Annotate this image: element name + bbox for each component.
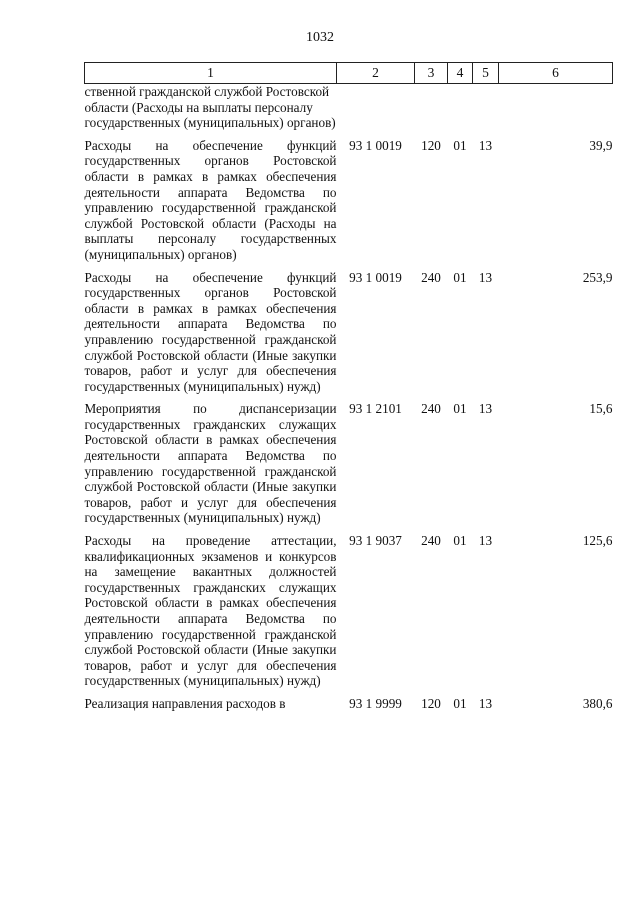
row-section: 01 [453, 533, 467, 549]
page-number: 1032 [306, 30, 334, 45]
row-expense-type: 240 [421, 401, 441, 417]
row-target-article: 93 1 0019 [349, 269, 402, 285]
row-expense-type: 120 [421, 137, 441, 153]
row-description: Расходы на проведение аттестации, квалификационных экзаменов и конкурсов на замещение вакантных должностей государственных гражданских служащих Ростовской области в рамках обеспечения деятельности аппарата Ведомства по управлению государственной гражданской службой Ростовской области (Иные закупки товаров, работ и услуг для обеспечения государственных (муниципальных) нужд) [84, 533, 337, 689]
row-expense-type: 240 [421, 533, 441, 549]
row-amount: 15,6 [589, 401, 613, 417]
row-expense-type: 120 [421, 695, 441, 711]
row-description: ственной гражданской службой Ростовской области (Расходы на выплаты персоналу государственных (муниципальных) органов) [84, 84, 336, 131]
row-amount: 380,6 [582, 695, 613, 711]
table-row [85, 266, 613, 398]
row-section: 01 [453, 137, 467, 153]
row-target-article: 93 1 9037 [349, 533, 402, 549]
row-target-article: 93 1 0019 [349, 137, 402, 153]
row-target-article: 93 1 9999 [349, 695, 402, 711]
row-expense-type: 240 [421, 269, 441, 285]
table-row [85, 692, 613, 715]
row-subsection: 13 [478, 533, 493, 549]
row-description: Реализация направления расходов в [84, 695, 286, 711]
column-header-5: 5 [473, 63, 499, 84]
column-header-4: 4 [448, 63, 473, 84]
table-row-continuation [85, 84, 613, 134]
row-amount: 125,6 [582, 533, 613, 549]
row-section: 01 [453, 269, 467, 285]
row-section: 01 [453, 695, 467, 711]
row-subsection: 13 [478, 137, 493, 153]
column-header-6: 6 [499, 63, 613, 84]
row-description: Мероприятия по диспансеризации государственных гражданских служащих Ростовской области в рамках обеспечения деятельности аппарата Ведомства по управлению государственной гражданской службой Ростовской области (Иные закупки товаров, работ и услуг для обеспечения государственных (муниципальных) нужд) [84, 401, 337, 526]
row-description: Расходы на обеспечение функций государственных органов Ростовской области в рамках в рамках обеспечения деятельности аппарата Ведомства по управлению государственной гражданской службой Ростовской области (Расходы на выплаты персоналу государственных (муниципальных) органов) [84, 137, 337, 262]
table-row [85, 529, 613, 692]
row-subsection: 13 [478, 695, 493, 711]
table-header-row [85, 63, 613, 84]
table-row [85, 134, 613, 266]
row-amount: 39,9 [589, 137, 613, 153]
column-header-2: 2 [337, 63, 415, 84]
row-target-article: 93 1 2101 [349, 401, 402, 417]
row-amount: 253,9 [582, 269, 613, 285]
budget-table [84, 62, 613, 715]
column-header-3: 3 [415, 63, 448, 84]
row-section: 01 [453, 401, 467, 417]
row-subsection: 13 [478, 269, 493, 285]
row-subsection: 13 [478, 401, 493, 417]
row-description: Расходы на обеспечение функций государственных органов Ростовской области в рамках в рамках обеспечения деятельности аппарата Ведомства по управлению государственной гражданской службой Ростовской области (Иные закупки товаров, работ и услуг для обеспечения государственных (муниципальных) нужд) [84, 269, 337, 394]
table-row [85, 397, 613, 529]
column-header-1: 1 [85, 63, 337, 84]
